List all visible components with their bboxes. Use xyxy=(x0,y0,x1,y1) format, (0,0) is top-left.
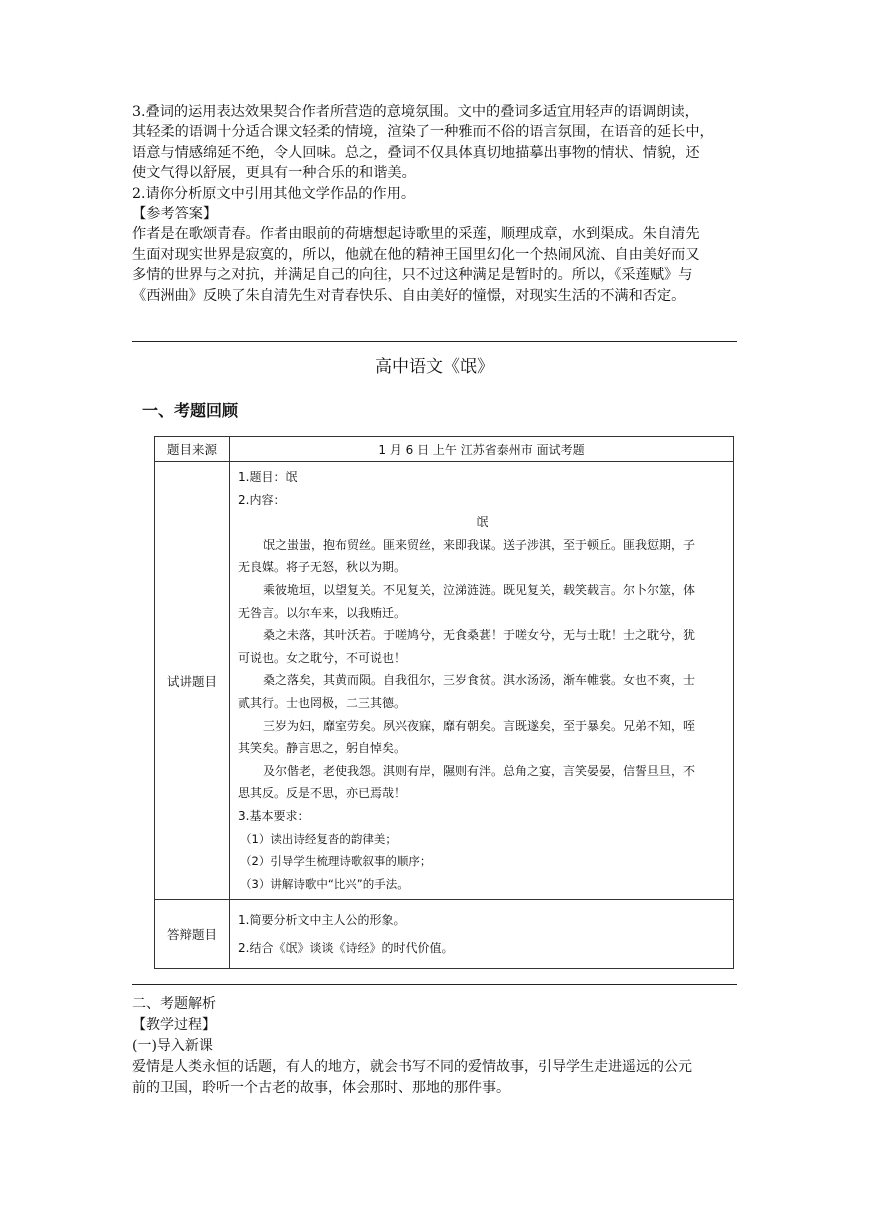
poem-line: 三岁为妇，靡室劳矣。夙兴夜寐，靡有朝矣。言既遂矣，至于暴矣。兄弟不知，咥 xyxy=(263,718,696,733)
teaching-process-heading: 【教学过程】 xyxy=(132,1017,216,1033)
requirements-label: 3.基本要求： xyxy=(238,808,310,823)
text-line: 作者是在歌颂青春。作者由眼前的荷塘想起诗歌里的采莲，顺理成章，水到渠成。朱自清先 xyxy=(132,226,700,243)
table-row xyxy=(155,900,734,969)
poem-line: 思其反。反是不思，亦已焉哉！ xyxy=(238,786,407,801)
text-line: 前的卫国，聆听一个古老的故事，体会那时、那地的那件事。 xyxy=(132,1080,510,1096)
poem-line: 无良媒。将子无怒，秋以为期。 xyxy=(238,560,407,575)
defense-question: 1.简要分析文中主人公的形象。 xyxy=(238,913,406,928)
requirement-item: （2）引导学生梳理诗歌叙事的顺序； xyxy=(240,854,432,869)
table-row xyxy=(155,462,734,900)
defense-topic-label: 答辩题目 xyxy=(155,900,230,969)
text-line: 《西洲曲》反映了朱自清先生对青春快乐、自由美好的憧憬，对现实生活的不满和否定。 xyxy=(132,287,686,304)
top-text-block xyxy=(132,102,738,306)
page-title: 高中语文《氓》 xyxy=(375,357,494,377)
text-line: 多情的世界与之对抗，并满足自己的向往，只不过这种满足是暂时的。所以，《采莲赋》与 xyxy=(132,267,693,284)
poem-line: 其笑矣。静言思之，躬自悼矣。 xyxy=(238,741,407,756)
defense-question: 2.结合《氓》谈谈《诗经》的时代价值。 xyxy=(238,941,454,956)
text-line: 3.叠词的运用表达效果契合作者所营造的意境氛围。文中的叠词多适宜用轻声的语调朗读， xyxy=(132,104,699,120)
poem-line: 桑之未落，其叶沃若。于嗟鸠兮，无食桑葚！于嗟女兮，无与士耽！士之耽兮，犹 xyxy=(263,628,696,643)
source-value: 1 月 6 日 上午 江苏省泰州市 面试考题 xyxy=(230,437,734,462)
text-line: 使文气得以舒展，更具有一种合乐的和谐美。 xyxy=(132,165,416,182)
question-text: 2.请你分析原文中引用其他文学作品的作用。 xyxy=(132,185,416,202)
section-heading: 一、考题回顾 xyxy=(142,401,239,420)
defense-topic-content xyxy=(230,900,734,969)
answer-heading: 【参考答案】 xyxy=(132,206,218,223)
poem-line: 贰其行。士也罔极，二三其德。 xyxy=(238,695,407,710)
bottom-text-block xyxy=(132,994,738,1099)
section-heading-2: 二、考题解析 xyxy=(132,996,216,1012)
requirement-item: （3）讲解诗歌中“比兴”的手法。 xyxy=(240,876,409,891)
text-line: 语意与情感绵延不绝，令人回味。总之，叠词不仅具体真切地描摹出事物的情状、情貌，还 xyxy=(132,144,700,161)
poem-line: 可说也。女之耽兮，不可说也！ xyxy=(238,650,407,665)
text-line: 爱情是人类永恒的话题，有人的地方，就会书写不同的爱情故事，引导学生走进遥远的公元 xyxy=(132,1059,692,1075)
poem-line: 及尔偕老，老使我怨。淇则有岸，隰则有泮。总角之宴，言笑晏晏，信誓旦旦，不 xyxy=(263,763,696,778)
poem-line: 桑之落矣，其黄而陨。自我徂尔，三岁食贫。淇水汤汤，渐车帷裳。女也不爽，士 xyxy=(263,673,696,688)
text-line: 其轻柔的语调十分适合课文轻柔的情境，渲染了一种雅而不俗的语言氛围，在语音的延长中， xyxy=(132,124,714,141)
content-label: 2.内容： xyxy=(238,492,286,507)
subsection-heading: (一)导入新课 xyxy=(132,1038,213,1054)
topic-line: 1.题目：氓 xyxy=(238,470,298,484)
poem-line: 乘彼垝垣，以望复关。不见复关，泣涕涟涟。既见复关，载笑载言。尔卜尔筮，体 xyxy=(263,582,696,597)
poem-line: 无咎言。以尔车来，以我贿迁。 xyxy=(238,605,407,620)
text-line: 生面对现实世界是寂寞的，所以，他就在他的精神王国里幻化一个热闹风流、自由美好而又 xyxy=(132,246,700,263)
divider-rule xyxy=(132,984,737,985)
lecture-topic-label: 试讲题目 xyxy=(155,462,230,900)
exam-table xyxy=(154,436,734,969)
divider-rule xyxy=(132,341,737,342)
table-row xyxy=(155,437,734,462)
source-label: 题目来源 xyxy=(155,437,230,462)
requirement-item: （1）读出诗经复沓的韵律美； xyxy=(240,831,397,846)
poem-line: 氓之蚩蚩，抱布贸丝。匪来贸丝，来即我谋。送子涉淇，至于顿丘。匪我愆期，子 xyxy=(263,537,696,552)
lecture-topic-content xyxy=(230,462,734,900)
poem-title: 氓 xyxy=(476,515,489,530)
